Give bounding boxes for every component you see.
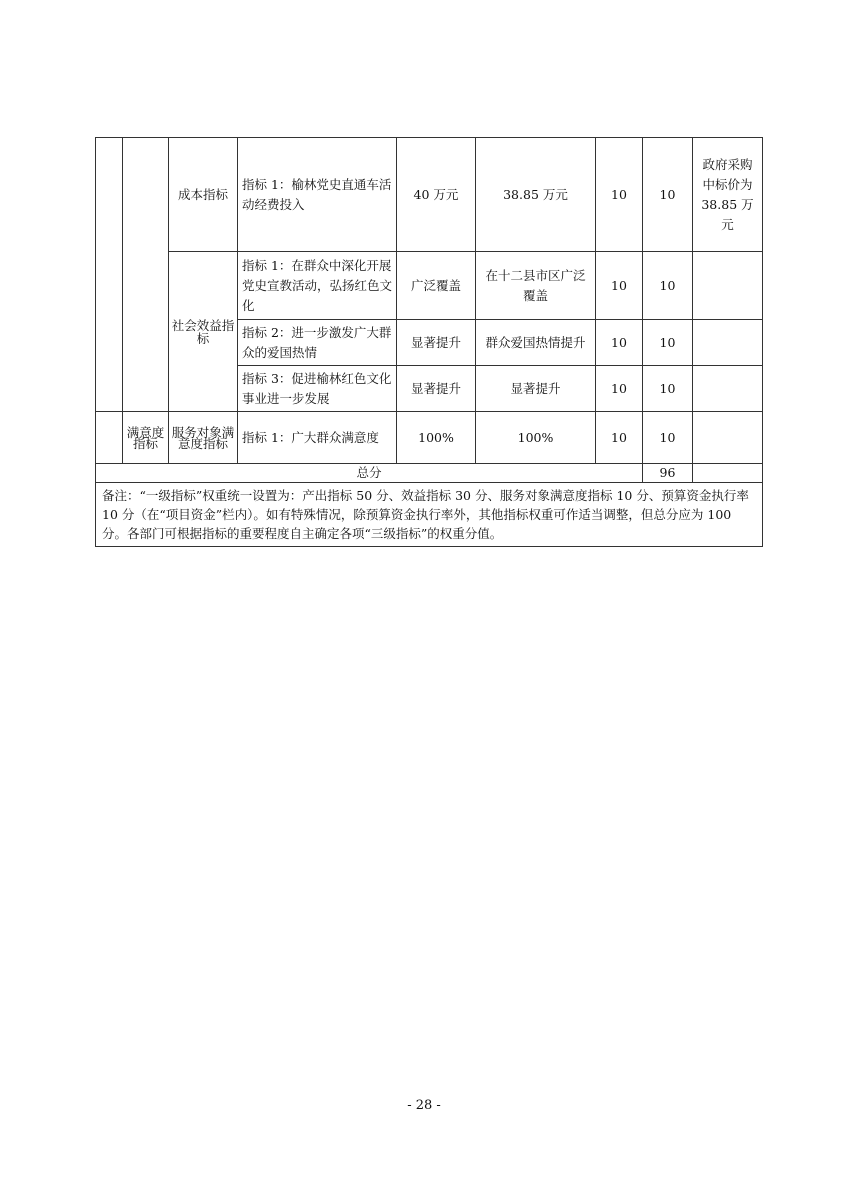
satisfaction-target: 100% [397, 412, 476, 464]
cost-weight: 10 [596, 138, 643, 252]
social-remark-1 [693, 252, 763, 320]
footnote: 备注：“一级指标”权重统一设置为：产出指标 50 分、效益指标 30 分、服务对象满意度指标 10 分、预算资金执行率 10 分（在“项目资金”栏内）。如有特殊情况，除预算资金执行率外，其他指标权重可作适当调整，但总分应为 100 分。各部门可根据指标的重要程度自主确定各项“三级指标”的权重分值。 [96, 483, 763, 547]
table-row [96, 252, 763, 320]
total-label: 总分 [96, 464, 643, 483]
cost-score: 10 [643, 138, 693, 252]
cost-remark: 政府采购中标价为 38.85 万元 [693, 138, 763, 252]
satisfaction-weight: 10 [596, 412, 643, 464]
social-indicator-2: 指标 2：进一步激发广大群众的爱国热情 [238, 320, 397, 366]
social-remark-2 [693, 320, 763, 366]
table-row [96, 412, 763, 464]
social-target-3: 显著提升 [397, 366, 476, 412]
total-remark-empty [693, 464, 763, 483]
satisfaction-level1: 满意度指标 [123, 412, 169, 464]
social-weight-2: 10 [596, 320, 643, 366]
satisfaction-actual: 100% [476, 412, 596, 464]
table-row [96, 138, 763, 252]
table-row-total [96, 464, 763, 483]
social-weight-1: 10 [596, 252, 643, 320]
level1b-cell-empty [123, 138, 169, 412]
social-score-3: 10 [643, 366, 693, 412]
total-score: 96 [643, 464, 693, 483]
cost-target: 40 万元 [397, 138, 476, 252]
cost-actual: 38.85 万元 [476, 138, 596, 252]
table-row-note [96, 483, 763, 547]
social-indicator-1: 指标 1：在群众中深化开展党史宣教活动，弘扬红色文化 [238, 252, 397, 320]
social-score-2: 10 [643, 320, 693, 366]
level1-cell-empty [96, 138, 123, 412]
satisfaction-level0-empty [96, 412, 123, 464]
satisfaction-indicator: 指标 1：广大群众满意度 [238, 412, 397, 464]
satisfaction-level2: 服务对象满意度指标 [169, 412, 238, 464]
social-actual-2: 群众爱国热情提升 [476, 320, 596, 366]
satisfaction-score: 10 [643, 412, 693, 464]
social-actual-1: 在十二县市区广泛覆盖 [476, 252, 596, 320]
social-remark-3 [693, 366, 763, 412]
social-category: 社会效益指标 [169, 252, 238, 412]
page-number: - 28 - [407, 1098, 441, 1113]
social-target-1: 广泛覆盖 [397, 252, 476, 320]
social-target-2: 显著提升 [397, 320, 476, 366]
social-weight-3: 10 [596, 366, 643, 412]
performance-indicator-table [95, 137, 763, 547]
satisfaction-remark [693, 412, 763, 464]
social-score-1: 10 [643, 252, 693, 320]
social-indicator-3: 指标 3：促进榆林红色文化事业进一步发展 [238, 366, 397, 412]
social-actual-3: 显著提升 [476, 366, 596, 412]
cost-indicator: 指标 1：榆林党史直通车活动经费投入 [238, 138, 397, 252]
cost-category: 成本指标 [169, 138, 238, 252]
